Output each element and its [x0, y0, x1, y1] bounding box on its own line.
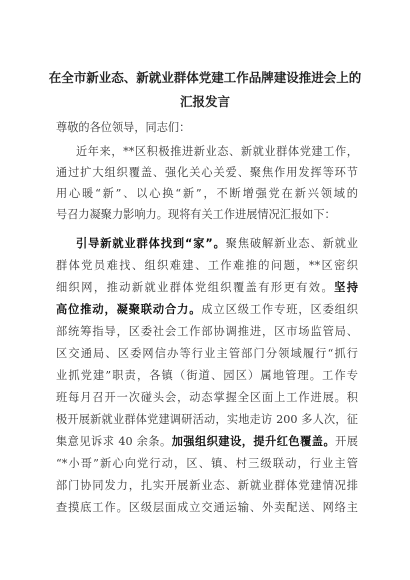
- salutation: 尊敬的各位领导，同志们：: [56, 121, 191, 134]
- paragraph-2-line: “*小哥”新心向党行动，区、镇、村三级联动，行业主管: [56, 457, 358, 470]
- paragraph-2-text: 集意见诉求 40 余条。: [56, 435, 172, 448]
- paragraph-2-line: [76, 234, 358, 254]
- paragraph-2-line: 部门协同发力，扎实开展新业态、新就业群体党建情况排: [56, 479, 358, 492]
- section-heading-home: 引导新就业群体找到“家”。: [76, 237, 226, 250]
- paragraph-2-text: 开展: [335, 435, 358, 448]
- paragraph-2-line: 班每月召开一次碰头会，动态掌握全区面上工作进展。积: [56, 391, 358, 404]
- bold-phrase: 高位推动，凝聚联动合力。: [56, 303, 202, 316]
- paragraph-1-line: 通过扩大组织覆盖、强化关心关爱、聚焦作用发挥等环节: [56, 166, 358, 179]
- paragraph-2-line: 区交通局、区委网信办等行业主管部门分领域履行“抓行: [56, 347, 358, 360]
- bold-phrase: 加强组织建设，提升红色覆盖。: [171, 435, 336, 448]
- bold-phrase: 坚持: [334, 281, 358, 294]
- paragraph-2-line: 极开展新就业群体党建调研活动，实地走访 200 多人次，征: [56, 413, 358, 426]
- paragraph-2-line: [56, 300, 358, 320]
- paragraph-2-text: 细织网，推动新就业群体党组织覆盖有形更有效。: [56, 281, 335, 294]
- paragraph-2-line: [56, 432, 358, 452]
- paragraph-2-line: 业抓党建”职责，各镇（街道、园区）属地管理。工作专: [56, 369, 358, 382]
- paragraph-1-line: 号召力凝聚力影响力。现将有关工作进展情况汇报如下：: [56, 208, 336, 221]
- paragraph-2-line: [56, 278, 358, 298]
- document-title-line-1: 在全市新业态、新就业群体党建工作品牌建设推进会上的: [48, 70, 362, 85]
- paragraph-1-line: 用心暖“新”、以心换“新”，不断增强党在新兴领域的: [56, 187, 358, 200]
- document-title-line-2: 汇报发言: [179, 94, 230, 109]
- paragraph-2-text: 成立区级工作专班，区委组织: [201, 303, 358, 316]
- paragraph-2-line: 部统筹指导，区委社会工作部协调推进，区市场监管局、: [56, 325, 358, 338]
- paragraph-2-text: 聚焦破解新业态、新就业: [225, 237, 358, 250]
- paragraph-2-line: 群体党员难找、组织难建、工作难推的问题，**区密织: [56, 259, 358, 272]
- paragraph-2-line: 查摸底工作。区级层面成立交通运输、外卖配送、网络主: [56, 501, 358, 514]
- paragraph-1-line: 近年来，**区积极推进新业态、新就业群体党建工作，: [76, 145, 358, 158]
